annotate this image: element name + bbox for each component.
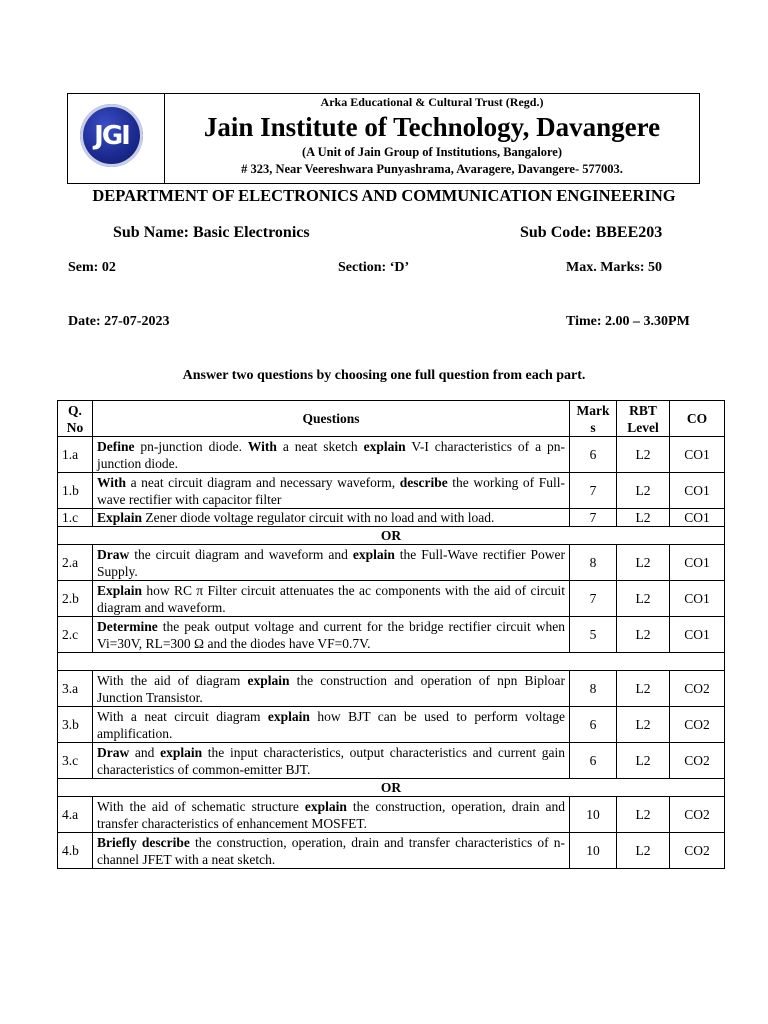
question-row xyxy=(58,473,725,509)
question-rbt-level: L2 xyxy=(617,833,670,869)
question-rows xyxy=(58,437,725,869)
question-row xyxy=(58,581,725,617)
question-marks: 10 xyxy=(570,833,617,869)
question-number: 3.a xyxy=(58,671,93,707)
question-rbt-level: L2 xyxy=(617,797,670,833)
question-text: Briefly describe the construction, operation, drain and transfer characteristics of n-channel JFET with a neat sketch. xyxy=(93,833,570,869)
question-number: 2.c xyxy=(58,617,93,653)
question-marks: 8 xyxy=(570,545,617,581)
institute-unit: (A Unit of Jain Group of Institutions, Bangalore) xyxy=(302,145,562,159)
question-text: With a neat circuit diagram and necessary waveform, describe the working of Full-wave rectifier with capacitor filter xyxy=(93,473,570,509)
question-number: 3.c xyxy=(58,743,93,779)
question-row xyxy=(58,509,725,527)
question-co: CO1 xyxy=(670,509,725,527)
question-row xyxy=(58,545,725,581)
subject-name: Sub Name: Basic Electronics xyxy=(113,224,310,241)
question-text: With the aid of diagram explain the construction and operation of npn Biploar Junction Transistor. xyxy=(93,671,570,707)
question-text: Explain how RC π Filter circuit attenuates the ac components with the aid of circuit diagram and waveform. xyxy=(93,581,570,617)
header-qno: Q. No xyxy=(58,401,93,437)
institute-name: Jain Institute of Technology, Davangere xyxy=(203,112,661,142)
question-number: 1.b xyxy=(58,473,93,509)
question-rbt-level: L2 xyxy=(617,473,670,509)
trust-name: Arka Educational & Cultural Trust (Regd.) xyxy=(320,95,544,109)
exam-time: Time: 2.00 – 3.30PM xyxy=(566,314,690,329)
question-number: 3.b xyxy=(58,707,93,743)
question-row xyxy=(58,617,725,653)
question-row xyxy=(58,743,725,779)
question-marks: 6 xyxy=(570,707,617,743)
question-number: 4.a xyxy=(58,797,93,833)
question-row xyxy=(58,797,725,833)
question-row xyxy=(58,707,725,743)
question-text: Draw the circuit diagram and waveform and explain the Full-Wave rectifier Power Supply. xyxy=(93,545,570,581)
question-co: CO1 xyxy=(670,437,725,473)
question-rbt-level: L2 xyxy=(617,743,670,779)
subject-code: Sub Code: BBEE203 xyxy=(520,224,663,241)
question-number: 2.b xyxy=(58,581,93,617)
logo-cell xyxy=(68,94,165,183)
semester: Sem: 02 xyxy=(68,260,116,275)
header-rbt: RBT Level xyxy=(617,401,670,437)
header-box xyxy=(67,93,700,184)
question-co: CO1 xyxy=(670,617,725,653)
question-co: CO2 xyxy=(670,671,725,707)
question-text: Define pn-junction diode. With a neat sketch explain V-I characteristics of a pn-junction diode. xyxy=(93,437,570,473)
instruction: Answer two questions by choosing one full question from each part. xyxy=(182,368,586,383)
question-co: CO2 xyxy=(670,797,725,833)
separator-label: OR xyxy=(58,527,725,545)
question-marks: 7 xyxy=(570,509,617,527)
separator-label: OR xyxy=(58,779,725,797)
question-row xyxy=(58,437,725,473)
question-text: Draw and explain the input characteristics, output characteristics and current gain characteristics of common-emitter BJT. xyxy=(93,743,570,779)
separator-label xyxy=(58,653,725,671)
max-marks: Max. Marks: 50 xyxy=(566,260,663,275)
question-row xyxy=(58,671,725,707)
question-co: CO2 xyxy=(670,743,725,779)
question-co: CO1 xyxy=(670,545,725,581)
separator-row xyxy=(58,527,725,545)
question-marks: 5 xyxy=(570,617,617,653)
question-rbt-level: L2 xyxy=(617,545,670,581)
exam-date: Date: 27-07-2023 xyxy=(68,314,170,329)
question-number: 2.a xyxy=(58,545,93,581)
question-rbt-level: L2 xyxy=(617,671,670,707)
header-text xyxy=(165,94,699,177)
question-marks: 10 xyxy=(570,797,617,833)
question-rbt-level: L2 xyxy=(617,617,670,653)
question-marks: 7 xyxy=(570,473,617,509)
question-marks: 6 xyxy=(570,743,617,779)
question-co: CO1 xyxy=(670,473,725,509)
header-co: CO xyxy=(670,401,725,437)
department-title: DEPARTMENT OF ELECTRONICS AND COMMUNICATION ENGINEERING xyxy=(92,186,676,205)
institute-address: # 323, Near Veereshwara Punyashrama, Avaragere, Davangere- 577003. xyxy=(241,162,623,176)
header-marks: Mark s xyxy=(570,401,617,437)
question-row xyxy=(58,833,725,869)
separator-row xyxy=(58,779,725,797)
question-number: 1.a xyxy=(58,437,93,473)
question-rbt-level: L2 xyxy=(617,509,670,527)
table-header-row xyxy=(58,401,725,437)
question-text: Determine the peak output voltage and current for the bridge rectifier circuit when Vi=30V, RL=300 Ω and the diodes have VF=0.7V. xyxy=(93,617,570,653)
question-number: 1.c xyxy=(58,509,93,527)
section: Section: ‘D’ xyxy=(338,260,410,275)
institution-logo xyxy=(80,104,143,167)
separator-row xyxy=(58,653,725,671)
question-marks: 6 xyxy=(570,437,617,473)
question-marks: 8 xyxy=(570,671,617,707)
question-table xyxy=(57,400,725,869)
question-text: Explain Zener diode voltage regulator circuit with no load and with load. xyxy=(93,509,570,527)
question-text: With the aid of schematic structure explain the construction, operation, drain and transfer characteristics of enhancement MOSFET. xyxy=(93,797,570,833)
question-rbt-level: L2 xyxy=(617,707,670,743)
question-co: CO2 xyxy=(670,707,725,743)
header-questions: Questions xyxy=(93,401,570,437)
question-co: CO2 xyxy=(670,833,725,869)
question-rbt-level: L2 xyxy=(617,437,670,473)
logo-text: JGI xyxy=(94,120,129,151)
question-rbt-level: L2 xyxy=(617,581,670,617)
question-marks: 7 xyxy=(570,581,617,617)
question-text: With a neat circuit diagram explain how BJT can be used to perform voltage amplification. xyxy=(93,707,570,743)
question-number: 4.b xyxy=(58,833,93,869)
question-co: CO1 xyxy=(670,581,725,617)
